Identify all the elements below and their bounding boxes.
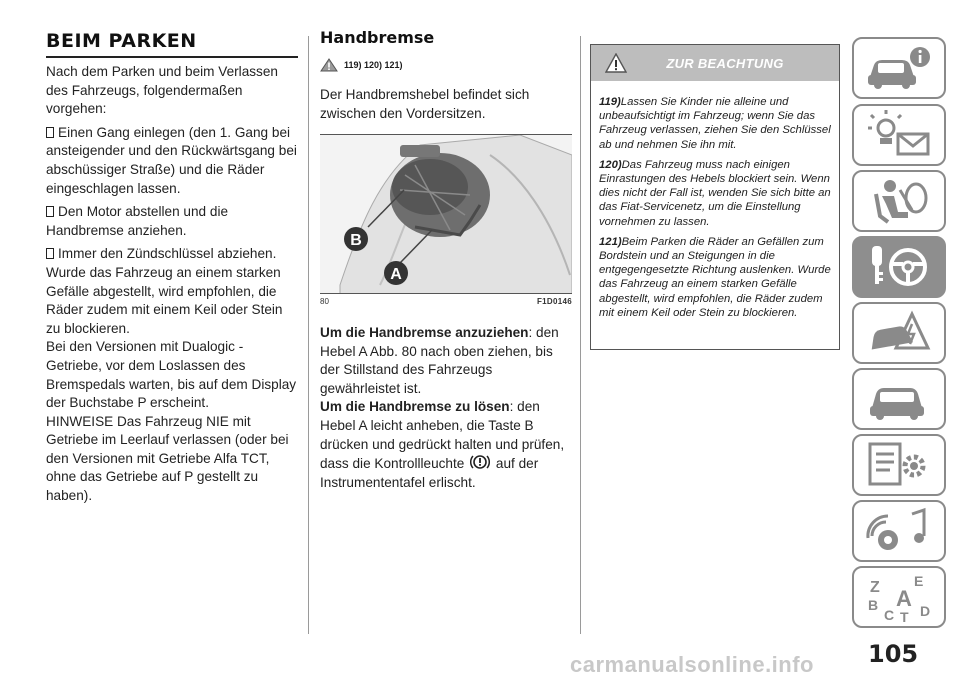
tab-index[interactable] <box>852 566 946 628</box>
slope-paragraph: Wurde das Fahrzeug an einem starken Gefälle abgestellt, wird empfohlen, die Räder zudem mit einem Keil oder Stein zu blockieren. <box>46 264 283 336</box>
notice-paragraph: HINWEISE Das Fahrzeug NIE mit Getriebe im Leerlauf verlassen (oder bei den Versionen mit Getriebe Alfa TCT, ohne das Getriebe auf P gestellt zu haben). <box>46 413 289 504</box>
column-divider <box>580 36 581 634</box>
tab-starting-driving[interactable] <box>852 236 946 298</box>
warning-title: ZUR BEACHTUNG <box>666 55 784 71</box>
breakdown-icon <box>864 308 934 358</box>
hand-warning-icon <box>320 58 338 72</box>
svg-text:B: B <box>868 597 879 613</box>
warning-references: 119) 120) 121) <box>320 58 403 72</box>
svg-text:E: E <box>914 573 924 589</box>
warning-header <box>591 45 839 81</box>
intro-paragraph: Der Handbremshebel befindet sich zwischen den Vordersitzen. <box>320 87 530 121</box>
figure-number: 80 <box>320 297 329 306</box>
bullet-icon <box>46 127 54 138</box>
bullet-icon <box>46 206 54 217</box>
handbrake-instructions <box>320 324 572 492</box>
warning-box <box>590 44 840 350</box>
handbrake-illustration <box>320 135 572 294</box>
car-info-icon <box>864 43 934 93</box>
warning-lights-icon <box>864 110 934 160</box>
list-item: 121)Beim Parken die Räder an Gefällen zum Bordstein und an Steigungen in die entgegengesetzte Richtung auslenken. Wurde das Fahrzeug an einem starken Gefälle abgestellt, wird empfohlen, die Räder zudem mit einem Keil oder Stein zu blockieren. <box>599 235 831 319</box>
apply-instruction: Um die Handbremse anzuziehen: den Hebel A Abb. 80 nach oben ziehen, bis der Stillstand des Fahrzeugs gewährleistet ist. <box>320 325 559 396</box>
parking-instructions <box>46 63 298 506</box>
list-item: Einen Gang einlegen (den 1. Gang bei ansteigender und den Rückwärtsgang bei abschüssiger Straße) und die Räder eingeschlagen lassen. <box>46 124 297 196</box>
specs-gear-icon <box>864 440 934 490</box>
svg-text:Z: Z <box>870 579 880 596</box>
index-letters-icon <box>864 572 934 622</box>
tab-safety[interactable] <box>852 170 946 232</box>
list-item: Immer den Zündschlüssel abziehen. <box>46 245 298 264</box>
dualogic-paragraph: Bei den Versionen mit Dualogic -Getriebe, vor dem Loslassen des Bremspedals warten, bis auf dem Display der Buchstabe P erscheint. <box>46 339 297 411</box>
watermark: carmanualsonline.info <box>570 652 814 677</box>
figure-caption <box>320 297 572 306</box>
tab-instrument-panel[interactable] <box>852 104 946 166</box>
svg-text:C: C <box>884 607 895 622</box>
tab-getting-to-know-car[interactable] <box>852 37 946 99</box>
warning-triangle-icon <box>605 53 627 73</box>
column-divider <box>308 36 309 634</box>
airbag-seat-icon <box>864 176 934 226</box>
brake-warning-light-icon <box>470 454 490 470</box>
tab-multimedia[interactable] <box>852 500 946 562</box>
bullet-icon <box>46 248 54 259</box>
svg-text:A: A <box>390 266 402 283</box>
handbrake-figure <box>320 134 572 294</box>
svg-text:A: A <box>896 586 912 611</box>
section-heading: BEIM PARKEN <box>46 30 298 58</box>
list-item: 120)Das Fahrzeug muss nach einigen Einrastungen des Hebels blockiert sein. Wenn dies nicht der Fall ist, wenden Sie sich bitte an das Fiat-Servicenetz, um die Einstellung vornehmen zu lassen. <box>599 158 831 228</box>
tab-technical-data[interactable] <box>852 434 946 496</box>
tab-maintenance[interactable] <box>852 368 946 430</box>
figure-code: F1D0146 <box>536 297 572 306</box>
release-instruction: Um die Handbremse zu lösen: den Hebel A leicht anheben, die Taste B drücken und gedrückt halten und prüfen, dass die Kontrollleuchte auf der Instrumententafel erlischt. <box>320 399 565 490</box>
intro-paragraph: Nach dem Parken und beim Verlassen des Fahrzeugs, folgendermaßen vorgehen: <box>46 64 278 117</box>
tab-emergency[interactable] <box>852 302 946 364</box>
svg-text:B: B <box>350 232 362 249</box>
svg-text:D: D <box>920 603 931 619</box>
key-steering-wheel-icon <box>864 242 934 292</box>
page-number: 105 <box>868 640 919 668</box>
svg-text:T: T <box>900 609 909 622</box>
list-item: 119)Lassen Sie Kinder nie alleine und unbeaufsichtigt im Fahrzeug; wenn Sie das Fahrzeug verlassen, ziehen Sie den Schlüssel ab und nehmen Sie ihn mit. <box>599 96 831 151</box>
warning-items <box>591 81 839 320</box>
list-item: Den Motor abstellen und die Handbremse anziehen. <box>46 204 229 238</box>
multimedia-icon <box>864 506 934 556</box>
car-service-icon <box>864 374 934 424</box>
section-heading: Handbremse <box>320 28 435 47</box>
